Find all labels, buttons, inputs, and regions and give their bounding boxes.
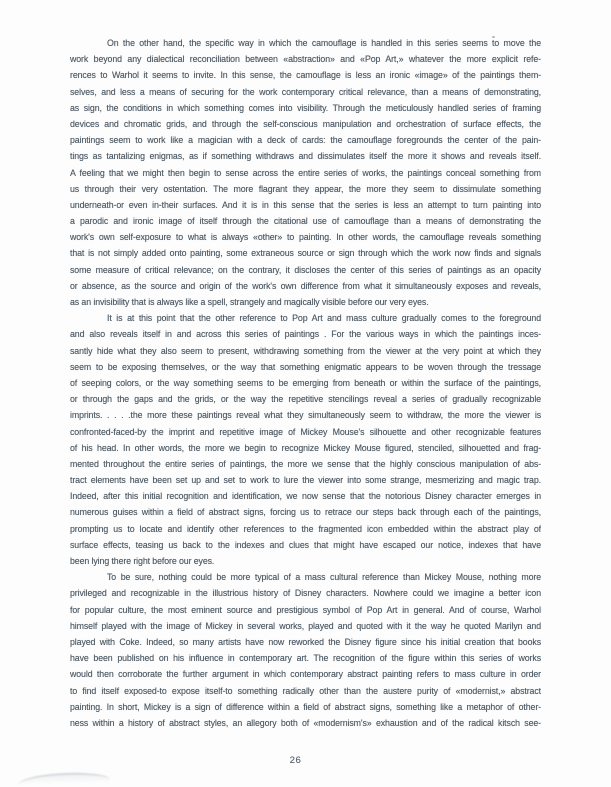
text-line: would then corroborate the further argument in which contemporary abstract painting refers to mass culture in order xyxy=(70,669,541,680)
text-line: of seeping colors, or the way something seems to be emerging from beneath or within the surface of the paintings, xyxy=(70,377,541,388)
text-line: or through the gaps and the grids, or the way the repetitive stencilings reveal a series of gradually recognizable xyxy=(70,394,541,405)
text-line: tings as tantalizing enigmas, as if something withdraws and dissimulates itself the more it shows and reveals itself. xyxy=(70,151,541,162)
paragraph xyxy=(70,35,541,310)
text-line: of his head. In other words, the more we begin to recognize Mickey Mouse figured, stenciled, silhouetted and frag- xyxy=(70,442,541,453)
text-block xyxy=(70,35,541,731)
text-line: rences to Warhol it seems to invite. In this sense, the camouflage is less an ironic «image» of the paintings them- xyxy=(70,70,541,81)
scan-corner-shadow-artifact xyxy=(18,772,110,785)
text-line: mented throughout the entire series of paintings, the more we sense that the highly conscious manipulation of abs- xyxy=(70,458,541,469)
text-line: for popular culture, the most eminent source and prestigious symbol of Pop Art in general. And of course, Warhol xyxy=(70,604,541,615)
text-line: numerous guises within a field of abstract signs, forcing us to retrace our steps back through each of the paintings, xyxy=(70,507,541,518)
text-line: It is at this point that the other reference to Pop Art and mass culture gradually comes to the foreground xyxy=(107,313,541,324)
text-line: imprints. . . . .the more these paintings reveal what they simultaneously seem to withdraw, the more the viewer is xyxy=(70,410,541,421)
text-line: himself played with the image of Mickey in several works, played and quoted with it the way he quoted Marilyn and xyxy=(70,620,541,631)
page-number: 26 xyxy=(289,755,302,766)
text-line: as an invisibility that is always like a spell, strangely and magically visible before our very eyes. xyxy=(70,297,429,307)
text-line: painting. In short, Mickey is a sign of difference within a field of abstract signs, something like a metaphor of other- xyxy=(70,701,541,712)
paragraph xyxy=(70,310,541,569)
text-line: To be sure, nothing could be more typical of a mass cultural reference than Mickey Mouse, nothing more xyxy=(107,572,541,583)
text-line: or absence, as the source and origin of the work's own difference from what it simultaneously exposes and reveals, xyxy=(70,280,541,291)
text-line: On the other hand, the specific way in which the camouflage is handled in this series seems to move the xyxy=(107,38,541,48)
text-line: paintings seem to work like a magician with a deck of cards: the camouflage foregrounds the center of the pain- xyxy=(70,135,541,146)
text-line: us through their very ostentation. The more flagrant they appear, the more they seem to dissimulate something xyxy=(70,183,541,194)
text-line: ness within a history of abstract styles, an allegory both of «modernism's» exhaustion and of the radical kitsch see- xyxy=(70,717,541,728)
text-line: seem to be exposing themselves, or the way that something enigmatic appears to be woven through the tressage xyxy=(70,361,541,372)
text-line: some measure of critical relevance; on the contrary, it discloses the center of this series of paintings as an opacity xyxy=(70,264,541,275)
text-line: prompting us to locate and identify other references to the fragmented icon embedded within the abstract play of xyxy=(70,523,541,534)
text-line: a parodic and ironic image of itself through the citational use of camouflage than a means of demonstrating the xyxy=(70,216,541,227)
text-line: Indeed, after this initial recognition and identification, we now sense that the notorious Disney character emerges in xyxy=(70,491,541,502)
text-line: privileged and recognizable in the illustrious history of Disney characters. Nowhere could we imagine a better icon xyxy=(70,588,541,599)
text-line: been lying there right before our eyes. xyxy=(70,556,215,566)
text-line: tract elements have been set up and set to work to lure the viewer into some strange, mesmerizing and magic trap. xyxy=(70,475,541,486)
text-line: to find itself exposed-to expose itself-to something radically other than the austere purity of «modernist,» abstract xyxy=(70,685,541,696)
text-line: surface effects, teasing us back to the indexes and clues that might have escaped our notice, indexes that have xyxy=(70,539,541,550)
text-line: selves, and less a means of securing for the work contemporary critical relevance, than a means of demonstrating, xyxy=(70,86,541,97)
text-line: work beyond any dialectical reconciliation between «abstraction» and «Pop Art,» whatever the more explicit refe- xyxy=(70,54,541,65)
text-line: devices and chromatic grids, and through the self-conscious manipulation and orchestration of surface effects, the xyxy=(70,118,541,129)
text-line: underneath-or even in-their surfaces. And it is in this sense that the series is less an attempt to turn painting into xyxy=(70,199,541,210)
text-line: that is not simply added onto painting, some extraneous source or sign through which the work now finds and signals xyxy=(70,248,541,259)
scan-speck-artifact xyxy=(492,36,495,38)
paragraph xyxy=(70,569,541,731)
text-line: played with Coke. Indeed, so many artists have now reworked the Disney figure since his initial creation that books xyxy=(70,636,541,647)
text-line: have been published on his influence in contemporary art. The recognition of the figure within this series of works xyxy=(70,653,541,664)
text-line: santly hide what they also seem to present, withdrawing something from the viewer at the very point at which they xyxy=(70,345,541,356)
text-line: and also reveals itself in and across this series of paintings . For the various ways in which the paintings inces- xyxy=(70,329,541,340)
text-line: as sign, the conditions in which something comes into visibility. Through the meticulously handled series of framing xyxy=(70,102,541,113)
text-line: A feeling that we might then begin to sense across the entire series of works, the paintings conceal something from xyxy=(70,167,541,178)
text-line: confronted-faced-by the imprint and repetitive image of Mickey Mouse's silhouette and other recognizable features xyxy=(70,426,541,437)
text-line: work's own self-exposure to what is always «other» to painting. In other words, the camouflage reveals something xyxy=(70,232,541,243)
